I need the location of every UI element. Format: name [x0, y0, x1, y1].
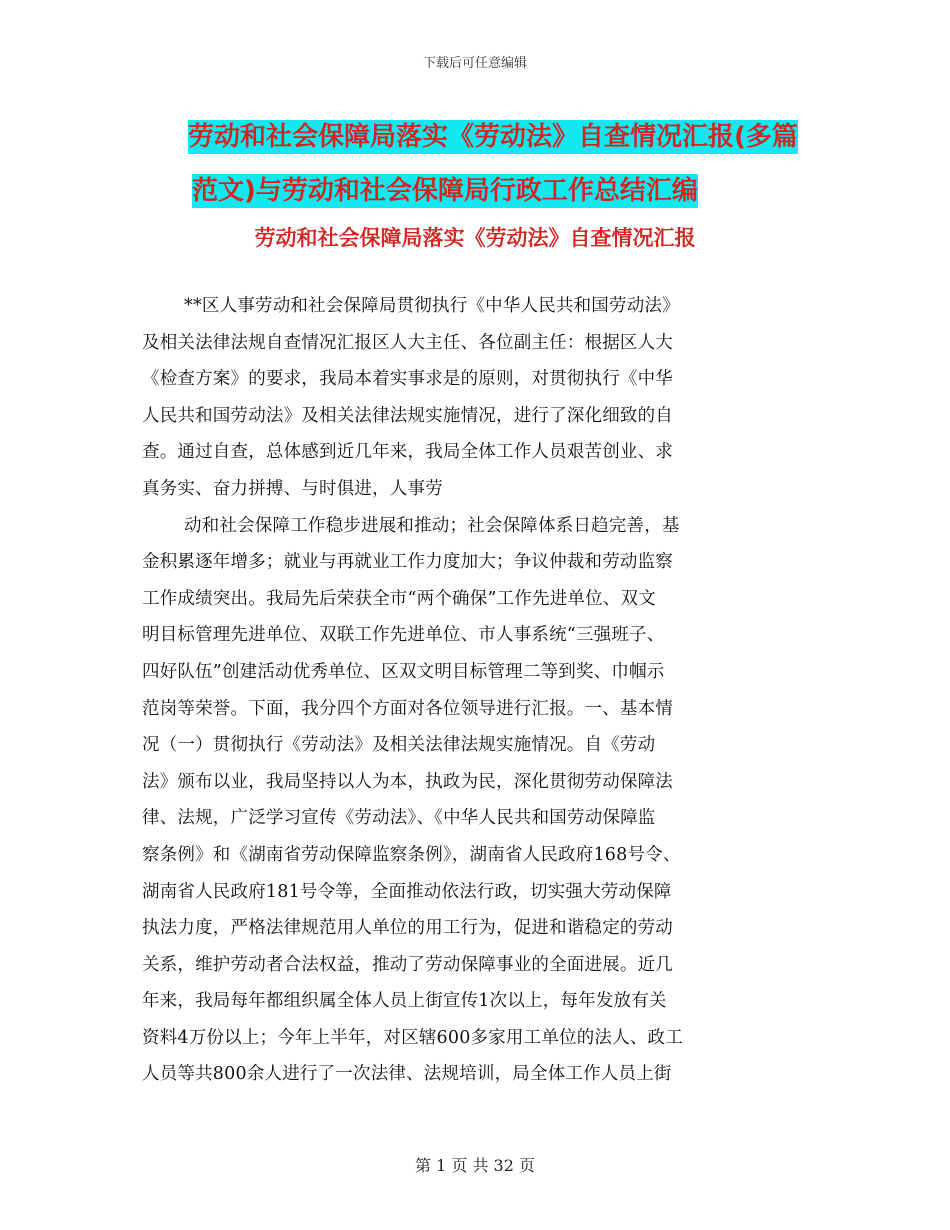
- section-title: 劳动和社会保障局落实《劳动法》自查情况汇报: [254, 226, 696, 250]
- page-header: 下载后可任意编辑: [422, 56, 527, 71]
- paragraph-line: 湖南省人民政府181号令等，全面推动依法行政，切实强大劳动保障: [142, 881, 672, 902]
- paragraph-line: 律、法规，广泛学习宣传《劳动法》、《中华人民共和国劳动保障监: [142, 808, 656, 829]
- paragraph-1: [142, 288, 802, 508]
- title-line-2-text: 范文)与劳动和社会保障局行政工作总结汇编: [192, 176, 698, 206]
- paragraph-line: 动和社会保障工作稳步进展和推动；社会保障体系日趋完善，基: [184, 515, 680, 536]
- paragraph-line: 人民共和国劳动法》及相关法律法规实施情况，进行了深化细致的自: [142, 405, 673, 426]
- paragraph-line: 执法力度，严格法律规范用人单位的用工行为，促进和谐稳定的劳动: [142, 918, 673, 939]
- paragraph-line: 《检查方案》的要求，我局本着实事求是的原则，对贯彻执行《中华: [142, 369, 673, 390]
- paragraph-line: 真务实、奋力拼搏、与时俱进，人事劳: [142, 478, 443, 499]
- paragraph-line: 资料4万份以上；今年上半年，对区辖600多家用工单位的法人、政工: [142, 1027, 683, 1048]
- paragraph-line: 金积累逐年增多；就业与再就业工作力度加大；争议仲裁和劳动监察: [142, 552, 673, 573]
- document-body: [142, 288, 802, 1093]
- page-footer: 第 1 页 共 32 页: [415, 1156, 535, 1175]
- paragraph-line: 人员等共800余人进行了一次法律、法规培训，局全体工作人员上街: [142, 1064, 672, 1085]
- paragraph-line: 明目标管理先进单位、双联工作先进单位、市人事系统“三强班子、: [142, 625, 665, 646]
- title-line-1-text: 劳动和社会保障局落实《劳动法》自查情况汇报(多篇: [188, 122, 798, 152]
- paragraph-2: [142, 508, 802, 1094]
- paragraph-line: 年来，我局每年都组织属全体人员上街宣传1次以上，每年发放有关: [142, 991, 667, 1012]
- paragraph-line: 四好队伍”创建活动优秀单位、区双文明目标管理二等到奖、巾帼示: [142, 661, 665, 682]
- title-line-2: [192, 164, 828, 218]
- paragraph-line: 工作成绩突出。我局先后荣获全市“两个确保”工作先进单位、双文: [142, 588, 656, 609]
- paragraph-line: 关系，维护劳动者合法权益，推动了劳动保障事业的全面进展。近几: [142, 954, 673, 975]
- title-line-1: [188, 110, 828, 164]
- document-title: [188, 110, 828, 218]
- paragraph-line: 法》颁布以业，我局坚持以人为本，执政为民，深化贯彻劳动保障法: [142, 771, 673, 792]
- paragraph-line: 况（一）贯彻执行《劳动法》及相关法律法规实施情况。自《劳动: [142, 735, 656, 756]
- paragraph-line: 范岗等荣誉。下面，我分四个方面对各位领导进行汇报。一、基本情: [142, 698, 673, 719]
- paragraph-line: 及相关法律法规自查情况汇报区人大主任、各位副主任：根据区人大: [142, 332, 673, 353]
- paragraph-line: **区人事劳动和社会保障局贯彻执行《中华人民共和国劳动法》: [184, 296, 680, 316]
- paragraph-line: 察条例》和《湖南省劳动保障监察条例》，湖南省人民政府168号令、: [142, 844, 681, 865]
- paragraph-line: 查。通过自查，总体感到近几年来，我局全体工作人员艰苦创业、求: [142, 442, 673, 463]
